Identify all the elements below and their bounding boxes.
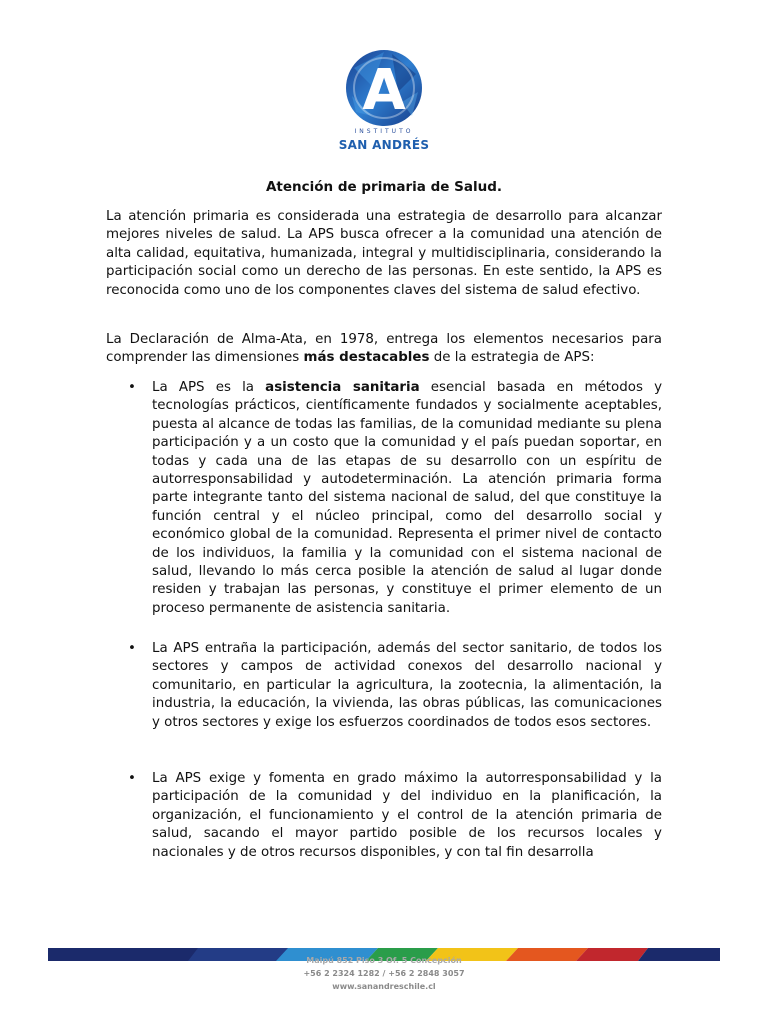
footer-address: Maipú 852 Piso 3 Of. 5 Concepción bbox=[306, 956, 462, 965]
list-item-text-end: esencial basada en métodos y tecnologías prácticos, científicamente fundados y socialmente aceptables, puesta al alcance de todas las familias, de la comunidad mediante su plena participación y a un costo que la comunidad y el país puedan soportar, en todas y cada una de las etapas de su desarrollo con un espíritu de autorresponsabilidad y autodeterminación. La atención primaria forma parte integrante tanto del sistema nacional de salud, del que constituye la función central y el núcleo principal, como del desarrollo social y económico global de la comunidad. Representa el primer nivel de contacto de los individuos, la familia y la comunidad con el sistema nacional de salud, llevando lo más cerca posible la atención de salud al lugar donde residen y trabajan las personas, y constituye el primer elemento de un proceso permanente de asistencia sanitaria. bbox=[152, 380, 662, 616]
list-item-text: La APS entraña la participación, además del sector sanitario, de todos los sectores y campos de actividad conexos del desarrollo nacional y comunitario, en particular la agricultura, la zootecnia, la alimentación, la industria, la educación, la vivienda, las obras públicas, las comunicaciones y otros sectores y exige los esfuerzos coordinados de todos esos sectores. bbox=[152, 641, 662, 730]
alma-ata-paragraph bbox=[106, 331, 662, 368]
document-title: Atención de primaria de Salud. bbox=[265, 179, 502, 195]
paragraph-text: La Declaración de Alma-Ata, en 1978, entrega los elementos necesarios para comprender las dimensiones bbox=[106, 332, 662, 366]
logo-top-text: INSTITUTO bbox=[354, 128, 414, 135]
list-item-text bbox=[152, 379, 662, 618]
logo-letter: A bbox=[362, 58, 406, 123]
bullet-icon: • bbox=[128, 380, 136, 395]
institute-logo bbox=[332, 46, 436, 156]
paragraph-bold-text: más destacables bbox=[303, 350, 430, 366]
bullet-icon: • bbox=[128, 771, 136, 786]
list-item-bold-text: asistencia sanitaria bbox=[265, 380, 420, 395]
list-item-text: La APS exige y fomenta en grado máximo la autorresponsabilidad y la participación de la comunidad y del individuo en la planificación, la organización, el funcionamiento y el control de la atención primaria de salud, sacando el mayor partido posible de los recursos locales y nacionales y de otros recursos disponibles, y con tal fin desarrolla bbox=[152, 771, 662, 860]
logo-bottom-text: SAN ANDRÉS bbox=[338, 138, 430, 152]
footer-website: www.sanandreschile.cl bbox=[332, 982, 436, 991]
logo-emblem bbox=[332, 46, 436, 128]
footer-phones: +56 2 2324 1282 / +56 2 2848 3057 bbox=[303, 969, 465, 978]
bullet-icon: • bbox=[128, 641, 136, 656]
paragraph-text-end: de la estrategia de APS: bbox=[429, 350, 595, 366]
intro-paragraph: La atención primaria es considerada una estrategia de desarrollo para alcanzar mejores niveles de salud. La APS busca ofrecer a la comunidad una atención de alta calidad, equitativa, humanizada, integral y multidisciplinaria, considerando la participación social como un derecho de las personas. En este sentido, la APS es reconocida como uno de los componentes claves del sistema de salud efectivo. bbox=[106, 209, 662, 298]
list-item-text-start: La APS es la bbox=[152, 380, 266, 395]
